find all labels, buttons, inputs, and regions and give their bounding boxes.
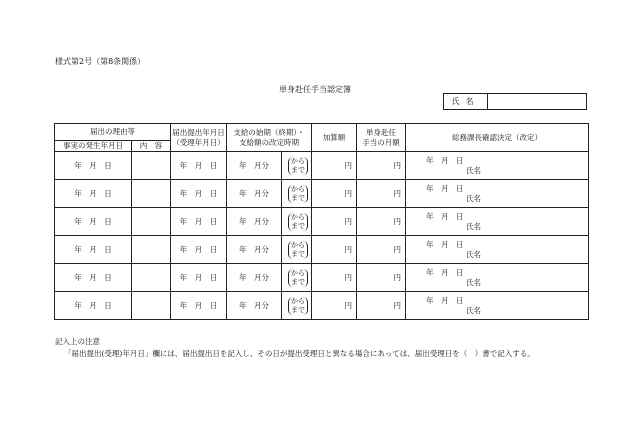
submission-date-header: 届出提出年月日 （受理年月日） [171, 124, 227, 152]
brace [288, 269, 308, 287]
name-field[interactable] [488, 94, 586, 109]
period-header: 支給の始期（終期）・ 支給額の改定時期 [227, 124, 312, 152]
monthly-allowance-cell[interactable]: 円 [357, 264, 406, 292]
occurrence-date-cell[interactable]: 年 月 日 [55, 264, 132, 292]
period-cell[interactable]: 年 月分 [227, 292, 282, 320]
approval-date: 年 月 日 [426, 267, 464, 277]
approval-date: 年 月 日 [426, 211, 464, 221]
brace [288, 157, 308, 175]
approval-name-label: 氏名 [466, 221, 481, 231]
monthly-allowance-cell[interactable]: 円 [357, 180, 406, 208]
notes-title: 記入上の注意 [55, 337, 100, 346]
table-row [55, 292, 589, 320]
document-title: 単身赴任手当認定簿 [279, 85, 351, 94]
table-row [55, 236, 589, 264]
period-brace-cell [282, 264, 312, 292]
from-label: から [291, 241, 305, 249]
approval-date: 年 月 日 [426, 155, 464, 165]
approval-name-label: 氏名 [466, 249, 481, 259]
additional-amount-header: 加算額 [312, 124, 357, 152]
period-brace-cell [282, 152, 312, 180]
approval-name-label: 氏名 [466, 193, 481, 203]
additional-amount-cell[interactable]: 円 [312, 180, 357, 208]
approval-name-label: 氏名 [466, 277, 481, 287]
content-cell[interactable] [132, 264, 171, 292]
approval-cell[interactable] [406, 180, 589, 208]
to-label: まで [291, 250, 305, 258]
from-label: から [291, 157, 305, 165]
occurrence-date-cell[interactable]: 年 月 日 [55, 292, 132, 320]
approval-cell[interactable] [406, 152, 589, 180]
from-label: から [291, 297, 305, 305]
period-cell[interactable]: 年 月分 [227, 180, 282, 208]
table-row [55, 264, 589, 292]
content-cell[interactable] [132, 236, 171, 264]
period-brace-cell [282, 180, 312, 208]
approval-cell[interactable] [406, 292, 589, 320]
to-label: まで [291, 222, 305, 230]
approval-name-label: 氏名 [466, 165, 481, 175]
name-box [443, 93, 587, 110]
submission-date-cell[interactable]: 年 月 日 [171, 152, 227, 180]
content-cell[interactable] [132, 208, 171, 236]
occurrence-date-cell[interactable]: 年 月 日 [55, 236, 132, 264]
content-cell[interactable] [132, 292, 171, 320]
occurrence-date-cell[interactable]: 年 月 日 [55, 208, 132, 236]
approval-header: 総務課長確認決定（改定） [406, 124, 589, 152]
monthly-allowance-header: 単身赴任 手当の月額 [357, 124, 406, 152]
period-brace-cell [282, 208, 312, 236]
approval-cell[interactable] [406, 236, 589, 264]
occurrence-date-cell[interactable]: 年 月 日 [55, 152, 132, 180]
header-row [55, 124, 589, 141]
period-brace-cell [282, 292, 312, 320]
submission-date-cell[interactable]: 年 月 日 [171, 264, 227, 292]
reason-group-header: 届出の理由等 [55, 124, 171, 141]
monthly-allowance-cell[interactable]: 円 [357, 236, 406, 264]
additional-amount-cell[interactable]: 円 [312, 152, 357, 180]
brace [288, 241, 308, 259]
occurrence-date-cell[interactable]: 年 月 日 [55, 180, 132, 208]
brace [288, 297, 308, 315]
content-cell[interactable] [132, 180, 171, 208]
notes-body: 「届出提出(受理)年月日」欄には、届出提出日を記入し、その日が提出受理日と異なる場合にあっては、届出受理日を（ ）書で記入する。 [64, 349, 535, 358]
submission-date-cell[interactable]: 年 月 日 [171, 208, 227, 236]
to-label: まで [291, 166, 305, 174]
to-label: まで [291, 278, 305, 286]
approval-cell[interactable] [406, 264, 589, 292]
monthly-allowance-cell[interactable]: 円 [357, 152, 406, 180]
to-label: まで [291, 194, 305, 202]
submission-date-cell[interactable]: 年 月 日 [171, 236, 227, 264]
table-row [55, 180, 589, 208]
from-label: から [291, 213, 305, 221]
brace [288, 213, 308, 231]
content-header: 内 容 [132, 141, 171, 152]
additional-amount-cell[interactable]: 円 [312, 208, 357, 236]
approval-cell[interactable] [406, 208, 589, 236]
approval-date: 年 月 日 [426, 295, 464, 305]
content-cell[interactable] [132, 152, 171, 180]
approval-name-label: 氏名 [466, 305, 481, 315]
from-label: から [291, 185, 305, 193]
from-label: から [291, 269, 305, 277]
additional-amount-cell[interactable]: 円 [312, 236, 357, 264]
certification-table [54, 123, 589, 320]
table-row [55, 152, 589, 180]
period-cell[interactable]: 年 月分 [227, 152, 282, 180]
name-label: 氏名 [444, 94, 488, 109]
period-cell[interactable]: 年 月分 [227, 264, 282, 292]
period-brace-cell [282, 236, 312, 264]
period-cell[interactable]: 年 月分 [227, 236, 282, 264]
table-row [55, 208, 589, 236]
period-cell[interactable]: 年 月分 [227, 208, 282, 236]
approval-date: 年 月 日 [426, 239, 464, 249]
to-label: まで [291, 306, 305, 314]
occurrence-date-header: 事実の発生年月日 [55, 141, 132, 152]
monthly-allowance-cell[interactable]: 円 [357, 292, 406, 320]
additional-amount-cell[interactable]: 円 [312, 264, 357, 292]
monthly-allowance-cell[interactable]: 円 [357, 208, 406, 236]
form-number: 様式第2号（第8条関係） [55, 57, 146, 66]
additional-amount-cell[interactable]: 円 [312, 292, 357, 320]
submission-date-cell[interactable]: 年 月 日 [171, 292, 227, 320]
brace [288, 185, 308, 203]
submission-date-cell[interactable]: 年 月 日 [171, 180, 227, 208]
approval-date: 年 月 日 [426, 183, 464, 193]
